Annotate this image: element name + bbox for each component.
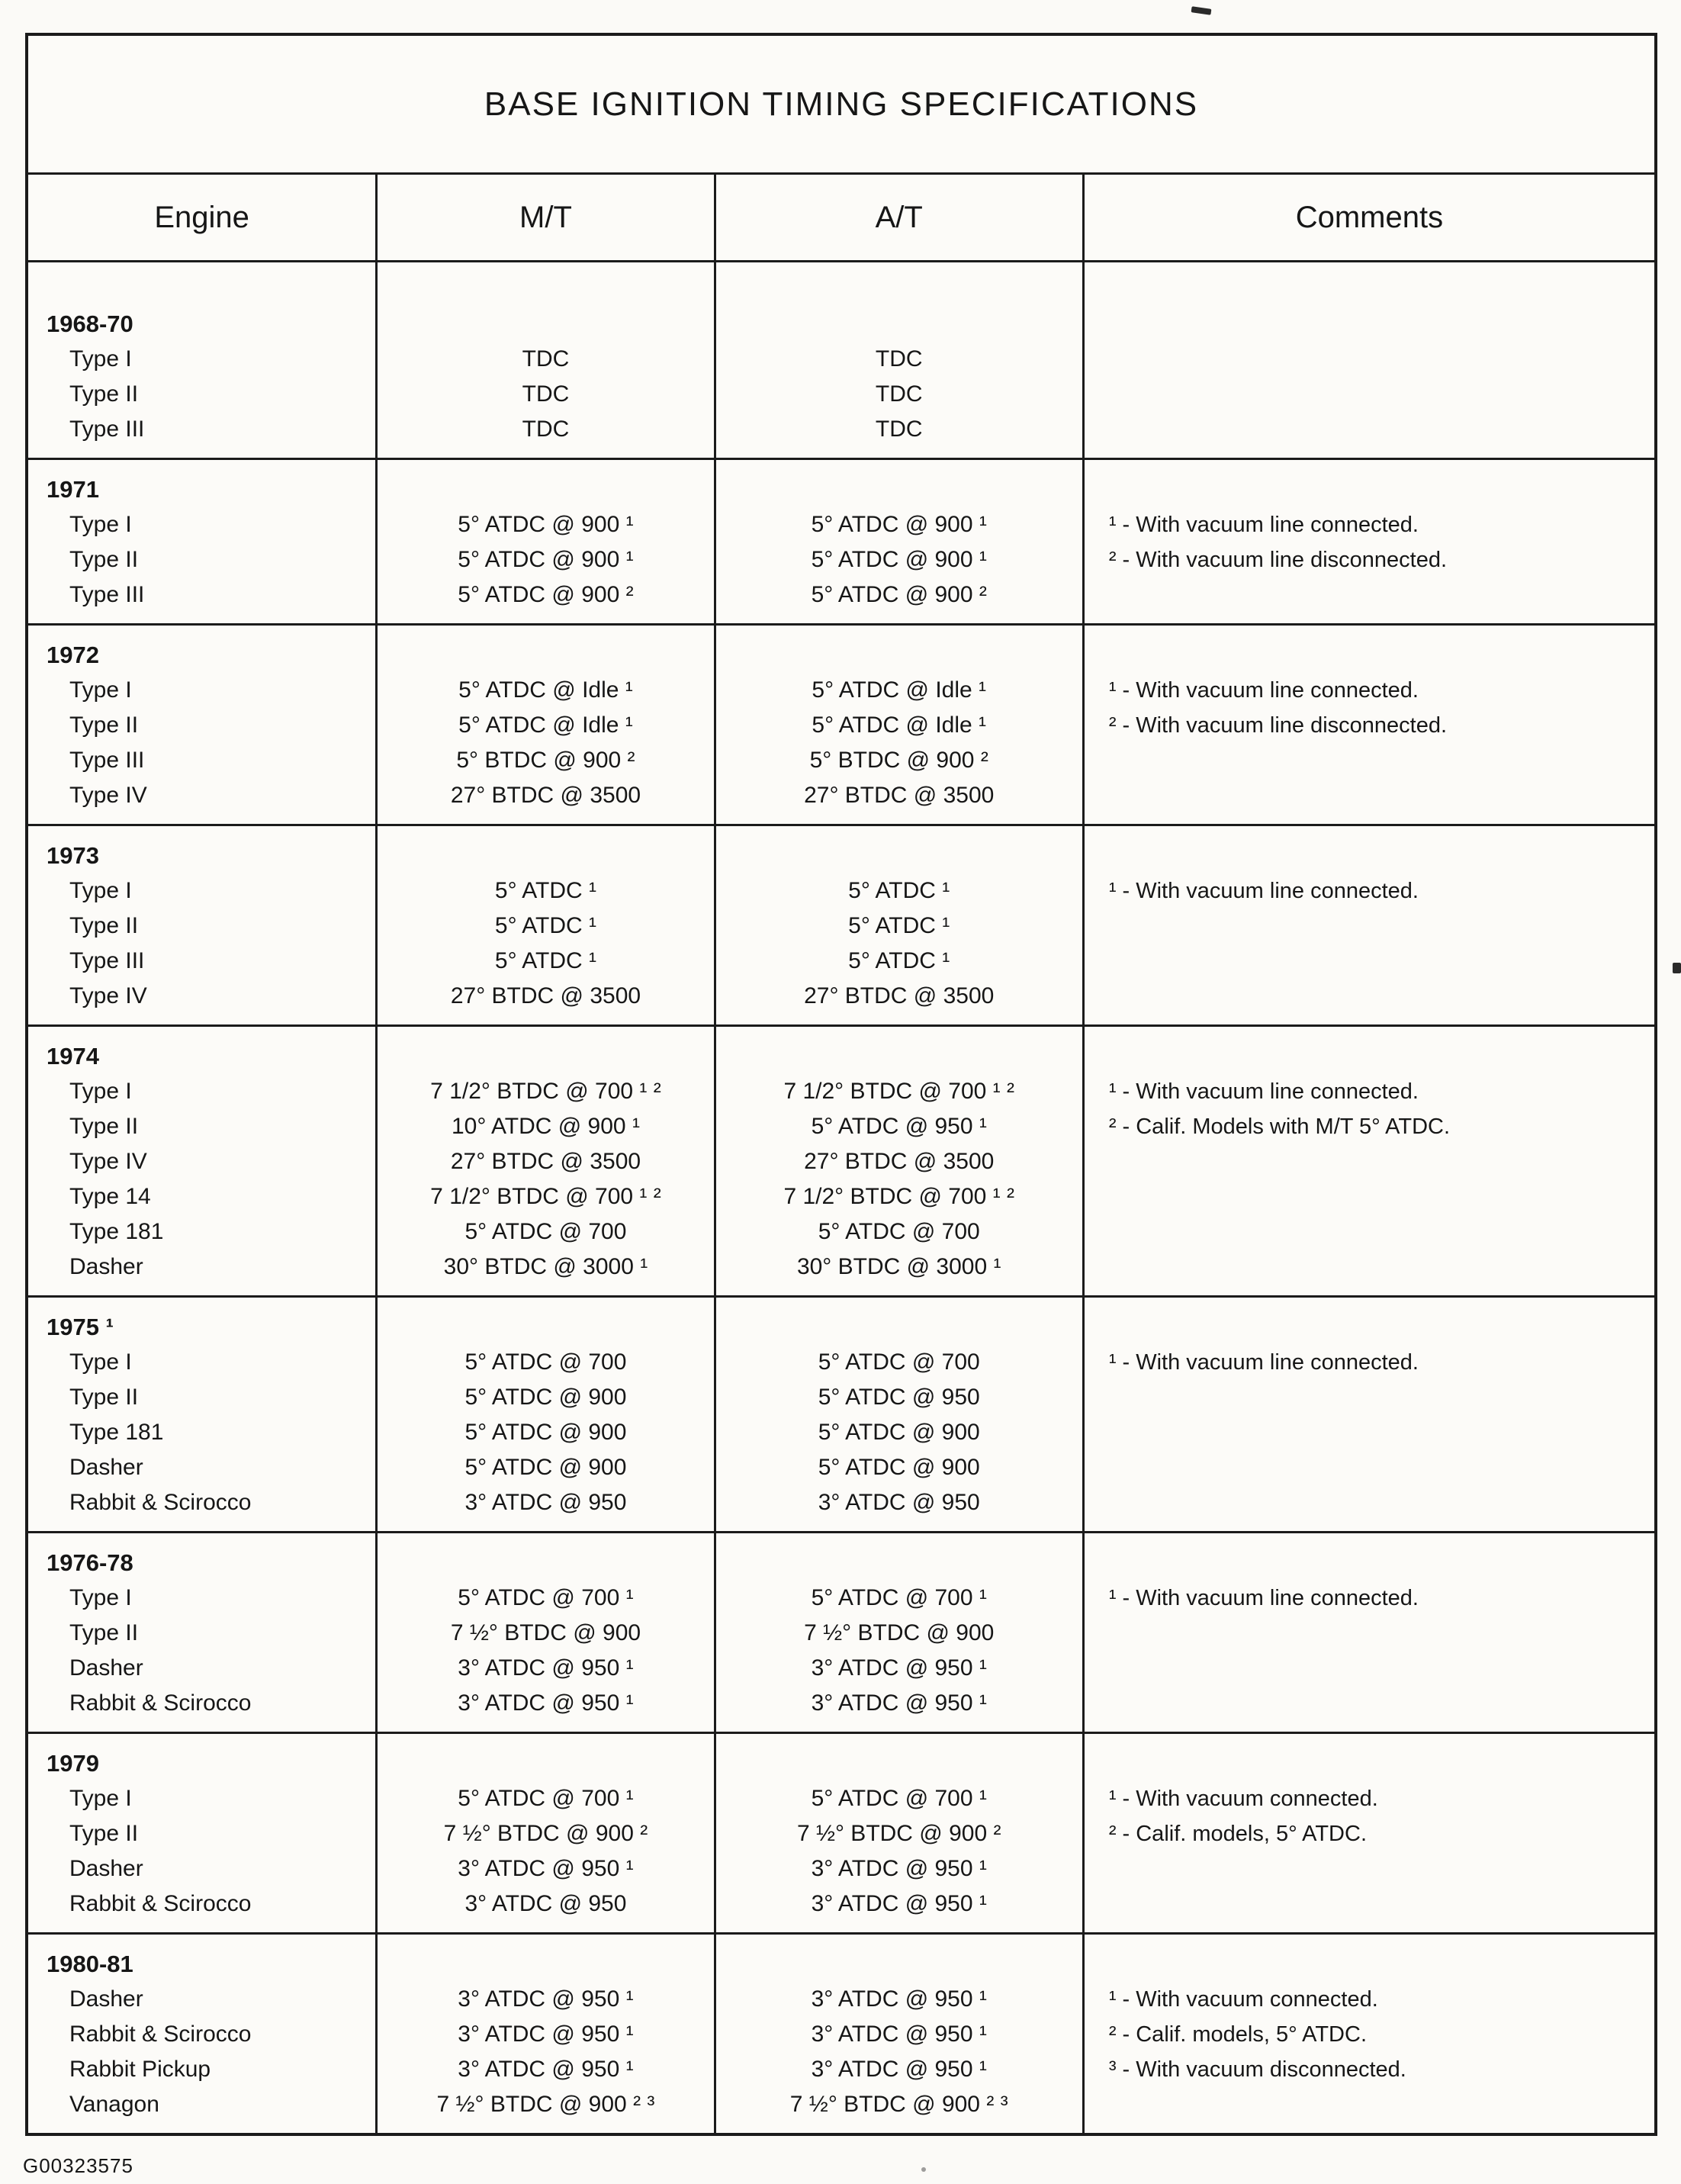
- mt-timing-value: 5° ATDC @ 700 ¹: [458, 1786, 634, 1811]
- engine-type-label: Type 14: [69, 1184, 151, 1209]
- at-column: [714, 1533, 1082, 1732]
- year-spacer: [1085, 1310, 1654, 1345]
- comment-line: [1085, 342, 1654, 377]
- year-spacer: [378, 1039, 713, 1074]
- engine-type-label: Type III: [69, 582, 145, 607]
- comment-line: ¹ - With vacuum line connected.: [1108, 879, 1419, 903]
- table-title-row: [28, 36, 1654, 175]
- year-spacer: [1085, 1947, 1654, 1982]
- at-timing-value: 7 ½° BTDC @ 900 ²: [796, 1821, 1001, 1846]
- at-timing-value: 3° ATDC @ 950 ¹: [811, 1690, 987, 1716]
- engine-column: [28, 1935, 375, 2133]
- engine-type-label: Type II: [69, 712, 139, 738]
- comment-line: ¹ - With vacuum line connected.: [1108, 1079, 1419, 1104]
- at-timing-value: 27° BTDC @ 3500: [804, 783, 995, 808]
- mt-column: [375, 262, 713, 458]
- comment-line: [1085, 1144, 1654, 1179]
- mt-column: [375, 1027, 713, 1295]
- year-spacer: [378, 1746, 713, 1781]
- year-label: 1979: [47, 1750, 99, 1777]
- comments-column: [1082, 262, 1654, 458]
- comments-column: [1082, 1533, 1654, 1732]
- year-section: [28, 826, 1654, 1027]
- engine-type-label: Rabbit & Scirocco: [69, 2022, 252, 2047]
- engine-type-label: Type II: [69, 1821, 139, 1846]
- column-header-engine: Engine: [154, 200, 249, 234]
- at-timing-value: 5° ATDC @ 900 ²: [811, 582, 987, 607]
- engine-type-label: Type 181: [69, 1219, 164, 1244]
- at-timing-value: 5° ATDC @ 900 ¹: [811, 547, 987, 572]
- comment-line: [1085, 1686, 1654, 1721]
- year-section: [28, 1734, 1654, 1935]
- table-title: BASE IGNITION TIMING SPECIFICATIONS: [484, 85, 1199, 123]
- year-spacer: [716, 472, 1082, 507]
- engine-type-label: Type II: [69, 381, 139, 407]
- comment-line: ² - Calif. Models with M/T 5° ATDC.: [1108, 1115, 1451, 1139]
- engine-column: [28, 1298, 375, 1531]
- at-timing-value: 5° ATDC @ 700 ¹: [811, 1786, 987, 1811]
- year-spacer: [1085, 838, 1654, 873]
- comment-line: [1085, 1886, 1654, 1922]
- mt-timing-value: 5° ATDC ¹: [494, 948, 597, 973]
- comments-column: [1082, 1298, 1654, 1531]
- year-spacer: [716, 1039, 1082, 1074]
- mt-timing-value: 7 ½° BTDC @ 900: [450, 1620, 641, 1645]
- mt-timing-value: 7 ½° BTDC @ 900 ²: [443, 1821, 648, 1846]
- mt-timing-value: TDC: [522, 346, 570, 372]
- comment-line: ² - With vacuum line disconnected.: [1108, 713, 1448, 738]
- mt-column: [375, 1298, 713, 1531]
- at-timing-value: 5° ATDC @ 900: [818, 1420, 980, 1445]
- comment-line: [1085, 1851, 1654, 1886]
- year-spacer: [716, 838, 1082, 873]
- comments-column: [1082, 1935, 1654, 2133]
- at-timing-value: 5° ATDC ¹: [848, 913, 950, 938]
- year-label: 1973: [47, 842, 99, 869]
- year-label: 1975 ¹: [47, 1314, 114, 1340]
- engine-type-label: Type IV: [69, 783, 147, 808]
- engine-type-label: Rabbit Pickup: [69, 2057, 211, 2082]
- year-spacer: [1085, 1039, 1654, 1074]
- year-spacer: [1085, 1546, 1654, 1581]
- table-header-row: [28, 175, 1654, 262]
- mt-timing-value: 5° ATDC @ Idle ¹: [458, 712, 633, 738]
- engine-type-label: Type I: [69, 878, 132, 903]
- comment-line: [1085, 1485, 1654, 1520]
- year-spacer: [378, 638, 713, 673]
- at-timing-value: 7 1/2° BTDC @ 700 ¹ ²: [783, 1184, 1014, 1209]
- comment-line: [1085, 1450, 1654, 1485]
- engine-type-label: Type I: [69, 1349, 132, 1375]
- at-column: [714, 1935, 1082, 2133]
- at-timing-value: 5° ATDC @ 900 ¹: [811, 512, 987, 537]
- comments-column: [1082, 826, 1654, 1024]
- at-timing-value: TDC: [875, 346, 923, 372]
- mt-timing-value: 10° ATDC @ 900 ¹: [451, 1114, 640, 1139]
- mt-timing-value: 7 ½° BTDC @ 900 ² ³: [436, 2092, 655, 2117]
- at-timing-value: 5° ATDC @ 900: [818, 1455, 980, 1480]
- at-column: [714, 1298, 1082, 1531]
- at-timing-value: 3° ATDC @ 950 ¹: [811, 1856, 987, 1881]
- engine-type-label: Type II: [69, 1385, 139, 1410]
- comment-line: [1085, 2087, 1654, 2122]
- engine-column: [28, 1533, 375, 1732]
- engine-type-label: Type I: [69, 1585, 132, 1610]
- comment-line: [1085, 1214, 1654, 1250]
- year-spacer: [1085, 638, 1654, 673]
- at-timing-value: 5° ATDC @ 700: [818, 1349, 980, 1375]
- at-column: [714, 460, 1082, 623]
- comment-line: [1085, 1616, 1654, 1651]
- engine-type-label: Type I: [69, 677, 132, 703]
- mt-timing-value: 5° ATDC @ 700: [464, 1349, 627, 1375]
- mt-timing-value: 5° ATDC @ Idle ¹: [458, 677, 633, 703]
- engine-type-label: Dasher: [69, 1655, 143, 1681]
- year-section: [28, 1027, 1654, 1298]
- comment-line: ¹ - With vacuum connected.: [1108, 1987, 1378, 2012]
- engine-type-label: Type III: [69, 948, 145, 973]
- year-label: 1980-81: [47, 1951, 133, 1977]
- comments-column: [1082, 460, 1654, 623]
- table-body: [28, 262, 1654, 2133]
- mt-timing-value: 3° ATDC @ 950 ¹: [458, 1690, 634, 1716]
- mt-timing-value: 5° ATDC ¹: [494, 878, 597, 903]
- year-label: 1976-78: [47, 1549, 133, 1576]
- at-timing-value: 3° ATDC @ 950 ¹: [811, 2057, 987, 2082]
- engine-type-label: Dasher: [69, 1856, 143, 1881]
- engine-column: [28, 262, 375, 458]
- timing-spec-table: [25, 33, 1657, 2136]
- engine-type-label: Type III: [69, 417, 145, 442]
- engine-type-label: Vanagon: [69, 2092, 159, 2117]
- year-section: [28, 1533, 1654, 1734]
- engine-type-label: Type I: [69, 1079, 132, 1104]
- comment-line: ¹ - With vacuum line connected.: [1108, 678, 1419, 703]
- at-timing-value: 5° ATDC @ Idle ¹: [812, 712, 987, 738]
- engine-type-label: Dasher: [69, 1455, 143, 1480]
- mt-timing-value: 3° ATDC @ 950: [464, 1891, 627, 1916]
- comment-line: [1085, 743, 1654, 778]
- year-spacer: [716, 1546, 1082, 1581]
- at-timing-value: 5° ATDC @ Idle ¹: [812, 677, 987, 703]
- at-timing-value: 5° ATDC ¹: [848, 948, 950, 973]
- comment-line: [1085, 778, 1654, 813]
- year-label: 1968-70: [47, 310, 133, 337]
- figure-code: G00323575: [23, 2154, 133, 2177]
- comment-line: [1085, 979, 1654, 1014]
- comment-line: [1085, 1651, 1654, 1686]
- mt-timing-value: 5° ATDC @ 900 ¹: [458, 512, 634, 537]
- year-spacer: [378, 1546, 713, 1581]
- mt-timing-value: 3° ATDC @ 950: [464, 1490, 627, 1515]
- year-section: [28, 626, 1654, 826]
- year-label: 1972: [47, 642, 99, 668]
- comment-line: [1085, 577, 1654, 613]
- comment-line: ¹ - With vacuum line connected.: [1108, 513, 1419, 537]
- at-timing-value: 3° ATDC @ 950: [818, 1490, 980, 1515]
- engine-type-label: Dasher: [69, 1986, 143, 2012]
- year-section: [28, 460, 1654, 626]
- mt-column: [375, 1734, 713, 1932]
- comments-column: [1082, 1734, 1654, 1932]
- mt-timing-value: 7 1/2° BTDC @ 700 ¹ ²: [430, 1184, 661, 1209]
- mt-timing-value: 5° ATDC @ 900: [464, 1420, 627, 1445]
- comment-line: [1085, 412, 1654, 447]
- mt-timing-value: 27° BTDC @ 3500: [450, 783, 641, 808]
- engine-type-label: Type II: [69, 1114, 139, 1139]
- comment-line: [1085, 377, 1654, 412]
- at-timing-value: 5° ATDC @ 700: [818, 1219, 980, 1244]
- comment-line: [1085, 1250, 1654, 1285]
- engine-type-label: Type I: [69, 1786, 132, 1811]
- year-spacer: [378, 307, 713, 342]
- mt-timing-value: 5° ATDC @ 700 ¹: [458, 1585, 634, 1610]
- at-column: [714, 826, 1082, 1024]
- year-section: [28, 1298, 1654, 1533]
- at-timing-value: 3° ATDC @ 950 ¹: [811, 2022, 987, 2047]
- engine-column: [28, 1734, 375, 1932]
- engine-type-label: Rabbit & Scirocco: [69, 1690, 252, 1716]
- comments-column: [1082, 626, 1654, 824]
- at-column: [714, 626, 1082, 824]
- scan-artifact: [921, 2167, 926, 2172]
- at-timing-value: 3° ATDC @ 950 ¹: [811, 1891, 987, 1916]
- comment-line: ¹ - With vacuum line connected.: [1108, 1350, 1419, 1375]
- mt-timing-value: 3° ATDC @ 950 ¹: [458, 1986, 634, 2012]
- year-spacer: [378, 838, 713, 873]
- year-spacer: [378, 1310, 713, 1345]
- at-column: [714, 262, 1082, 458]
- mt-timing-value: 5° ATDC @ 900: [464, 1385, 627, 1410]
- comment-line: [1085, 1179, 1654, 1214]
- year-spacer: [1085, 1746, 1654, 1781]
- at-timing-value: TDC: [875, 381, 923, 407]
- at-timing-value: 5° ATDC ¹: [848, 878, 950, 903]
- year-label: 1971: [47, 476, 99, 503]
- column-header-at: A/T: [714, 175, 1082, 260]
- mt-timing-value: 3° ATDC @ 950 ¹: [458, 2022, 634, 2047]
- year-spacer: [716, 1310, 1082, 1345]
- engine-type-label: Type IV: [69, 1149, 147, 1174]
- engine-type-label: Type IV: [69, 983, 147, 1008]
- at-timing-value: 5° ATDC @ 700 ¹: [811, 1585, 987, 1610]
- mt-timing-value: 5° BTDC @ 900 ²: [456, 748, 635, 773]
- engine-type-label: Type I: [69, 512, 132, 537]
- year-section: [28, 1935, 1654, 2133]
- mt-column: [375, 460, 713, 623]
- engine-column: [28, 1027, 375, 1295]
- comment-line: [1085, 1380, 1654, 1415]
- comment-line: ¹ - With vacuum connected.: [1108, 1787, 1378, 1811]
- mt-column: [375, 1935, 713, 2133]
- comment-line: ² - Calif. models, 5° ATDC.: [1108, 2022, 1367, 2047]
- year-label: 1974: [47, 1043, 99, 1069]
- at-timing-value: 30° BTDC @ 3000 ¹: [796, 1254, 1001, 1279]
- comment-line: ¹ - With vacuum line connected.: [1108, 1586, 1419, 1610]
- mt-timing-value: 5° ATDC @ 900: [464, 1455, 627, 1480]
- engine-column: [28, 626, 375, 824]
- mt-timing-value: 3° ATDC @ 950 ¹: [458, 2057, 634, 2082]
- mt-timing-value: TDC: [522, 381, 570, 407]
- year-spacer: [716, 638, 1082, 673]
- year-spacer: [1085, 472, 1654, 507]
- at-timing-value: 7 1/2° BTDC @ 700 ¹ ²: [783, 1079, 1014, 1104]
- comment-line: [1085, 1415, 1654, 1450]
- mt-timing-value: 27° BTDC @ 3500: [450, 983, 641, 1008]
- mt-column: [375, 626, 713, 824]
- column-header-comments: Comments: [1082, 175, 1654, 260]
- engine-column: [28, 460, 375, 623]
- year-spacer: [378, 1947, 713, 1982]
- engine-type-label: Type III: [69, 748, 145, 773]
- comment-line: ² - With vacuum line disconnected.: [1108, 548, 1448, 572]
- engine-type-label: Type 181: [69, 1420, 164, 1445]
- mt-timing-value: TDC: [522, 417, 570, 442]
- at-timing-value: TDC: [875, 417, 923, 442]
- engine-type-label: Rabbit & Scirocco: [69, 1490, 252, 1515]
- mt-timing-value: 5° ATDC ¹: [494, 913, 597, 938]
- engine-column: [28, 826, 375, 1024]
- at-timing-value: 3° ATDC @ 950 ¹: [811, 1655, 987, 1681]
- engine-type-label: Type II: [69, 547, 139, 572]
- at-column: [714, 1027, 1082, 1295]
- scan-artifact: [1673, 963, 1681, 973]
- mt-timing-value: 27° BTDC @ 3500: [450, 1149, 641, 1174]
- at-timing-value: 7 ½° BTDC @ 900: [804, 1620, 995, 1645]
- mt-timing-value: 7 1/2° BTDC @ 700 ¹ ²: [430, 1079, 661, 1104]
- engine-type-label: Rabbit & Scirocco: [69, 1891, 252, 1916]
- engine-type-label: Type I: [69, 346, 132, 372]
- at-timing-value: 5° ATDC @ 950: [818, 1385, 980, 1410]
- mt-column: [375, 826, 713, 1024]
- at-timing-value: 3° ATDC @ 950 ¹: [811, 1986, 987, 2012]
- year-spacer: [716, 1947, 1082, 1982]
- comment-line: ³ - With vacuum disconnected.: [1108, 2057, 1406, 2082]
- at-timing-value: 5° ATDC @ 950 ¹: [811, 1114, 987, 1139]
- comment-line: ² - Calif. models, 5° ATDC.: [1108, 1822, 1367, 1846]
- mt-timing-value: 5° ATDC @ 900 ¹: [458, 547, 634, 572]
- year-spacer: [1085, 307, 1654, 342]
- year-spacer: [378, 472, 713, 507]
- engine-type-label: Type II: [69, 1620, 139, 1645]
- comment-line: [1085, 909, 1654, 944]
- at-timing-value: 7 ½° BTDC @ 900 ² ³: [789, 2092, 1008, 2117]
- column-header-mt: M/T: [375, 175, 713, 260]
- mt-timing-value: 5° ATDC @ 700: [464, 1219, 627, 1244]
- mt-timing-value: 30° BTDC @ 3000 ¹: [443, 1254, 648, 1279]
- at-timing-value: 5° BTDC @ 900 ²: [809, 748, 988, 773]
- comments-column: [1082, 1027, 1654, 1295]
- mt-column: [375, 1533, 713, 1732]
- mt-timing-value: 5° ATDC @ 900 ²: [458, 582, 634, 607]
- scan-artifact: [1191, 6, 1212, 15]
- year-section: [28, 262, 1654, 460]
- at-timing-value: 27° BTDC @ 3500: [804, 1149, 995, 1174]
- year-spacer: [716, 307, 1082, 342]
- year-spacer: [716, 1746, 1082, 1781]
- mt-timing-value: 3° ATDC @ 950 ¹: [458, 1655, 634, 1681]
- at-timing-value: 27° BTDC @ 3500: [804, 983, 995, 1008]
- at-column: [714, 1734, 1082, 1932]
- mt-timing-value: 3° ATDC @ 950 ¹: [458, 1856, 634, 1881]
- engine-type-label: Dasher: [69, 1254, 143, 1279]
- comment-line: [1085, 944, 1654, 979]
- engine-type-label: Type II: [69, 913, 139, 938]
